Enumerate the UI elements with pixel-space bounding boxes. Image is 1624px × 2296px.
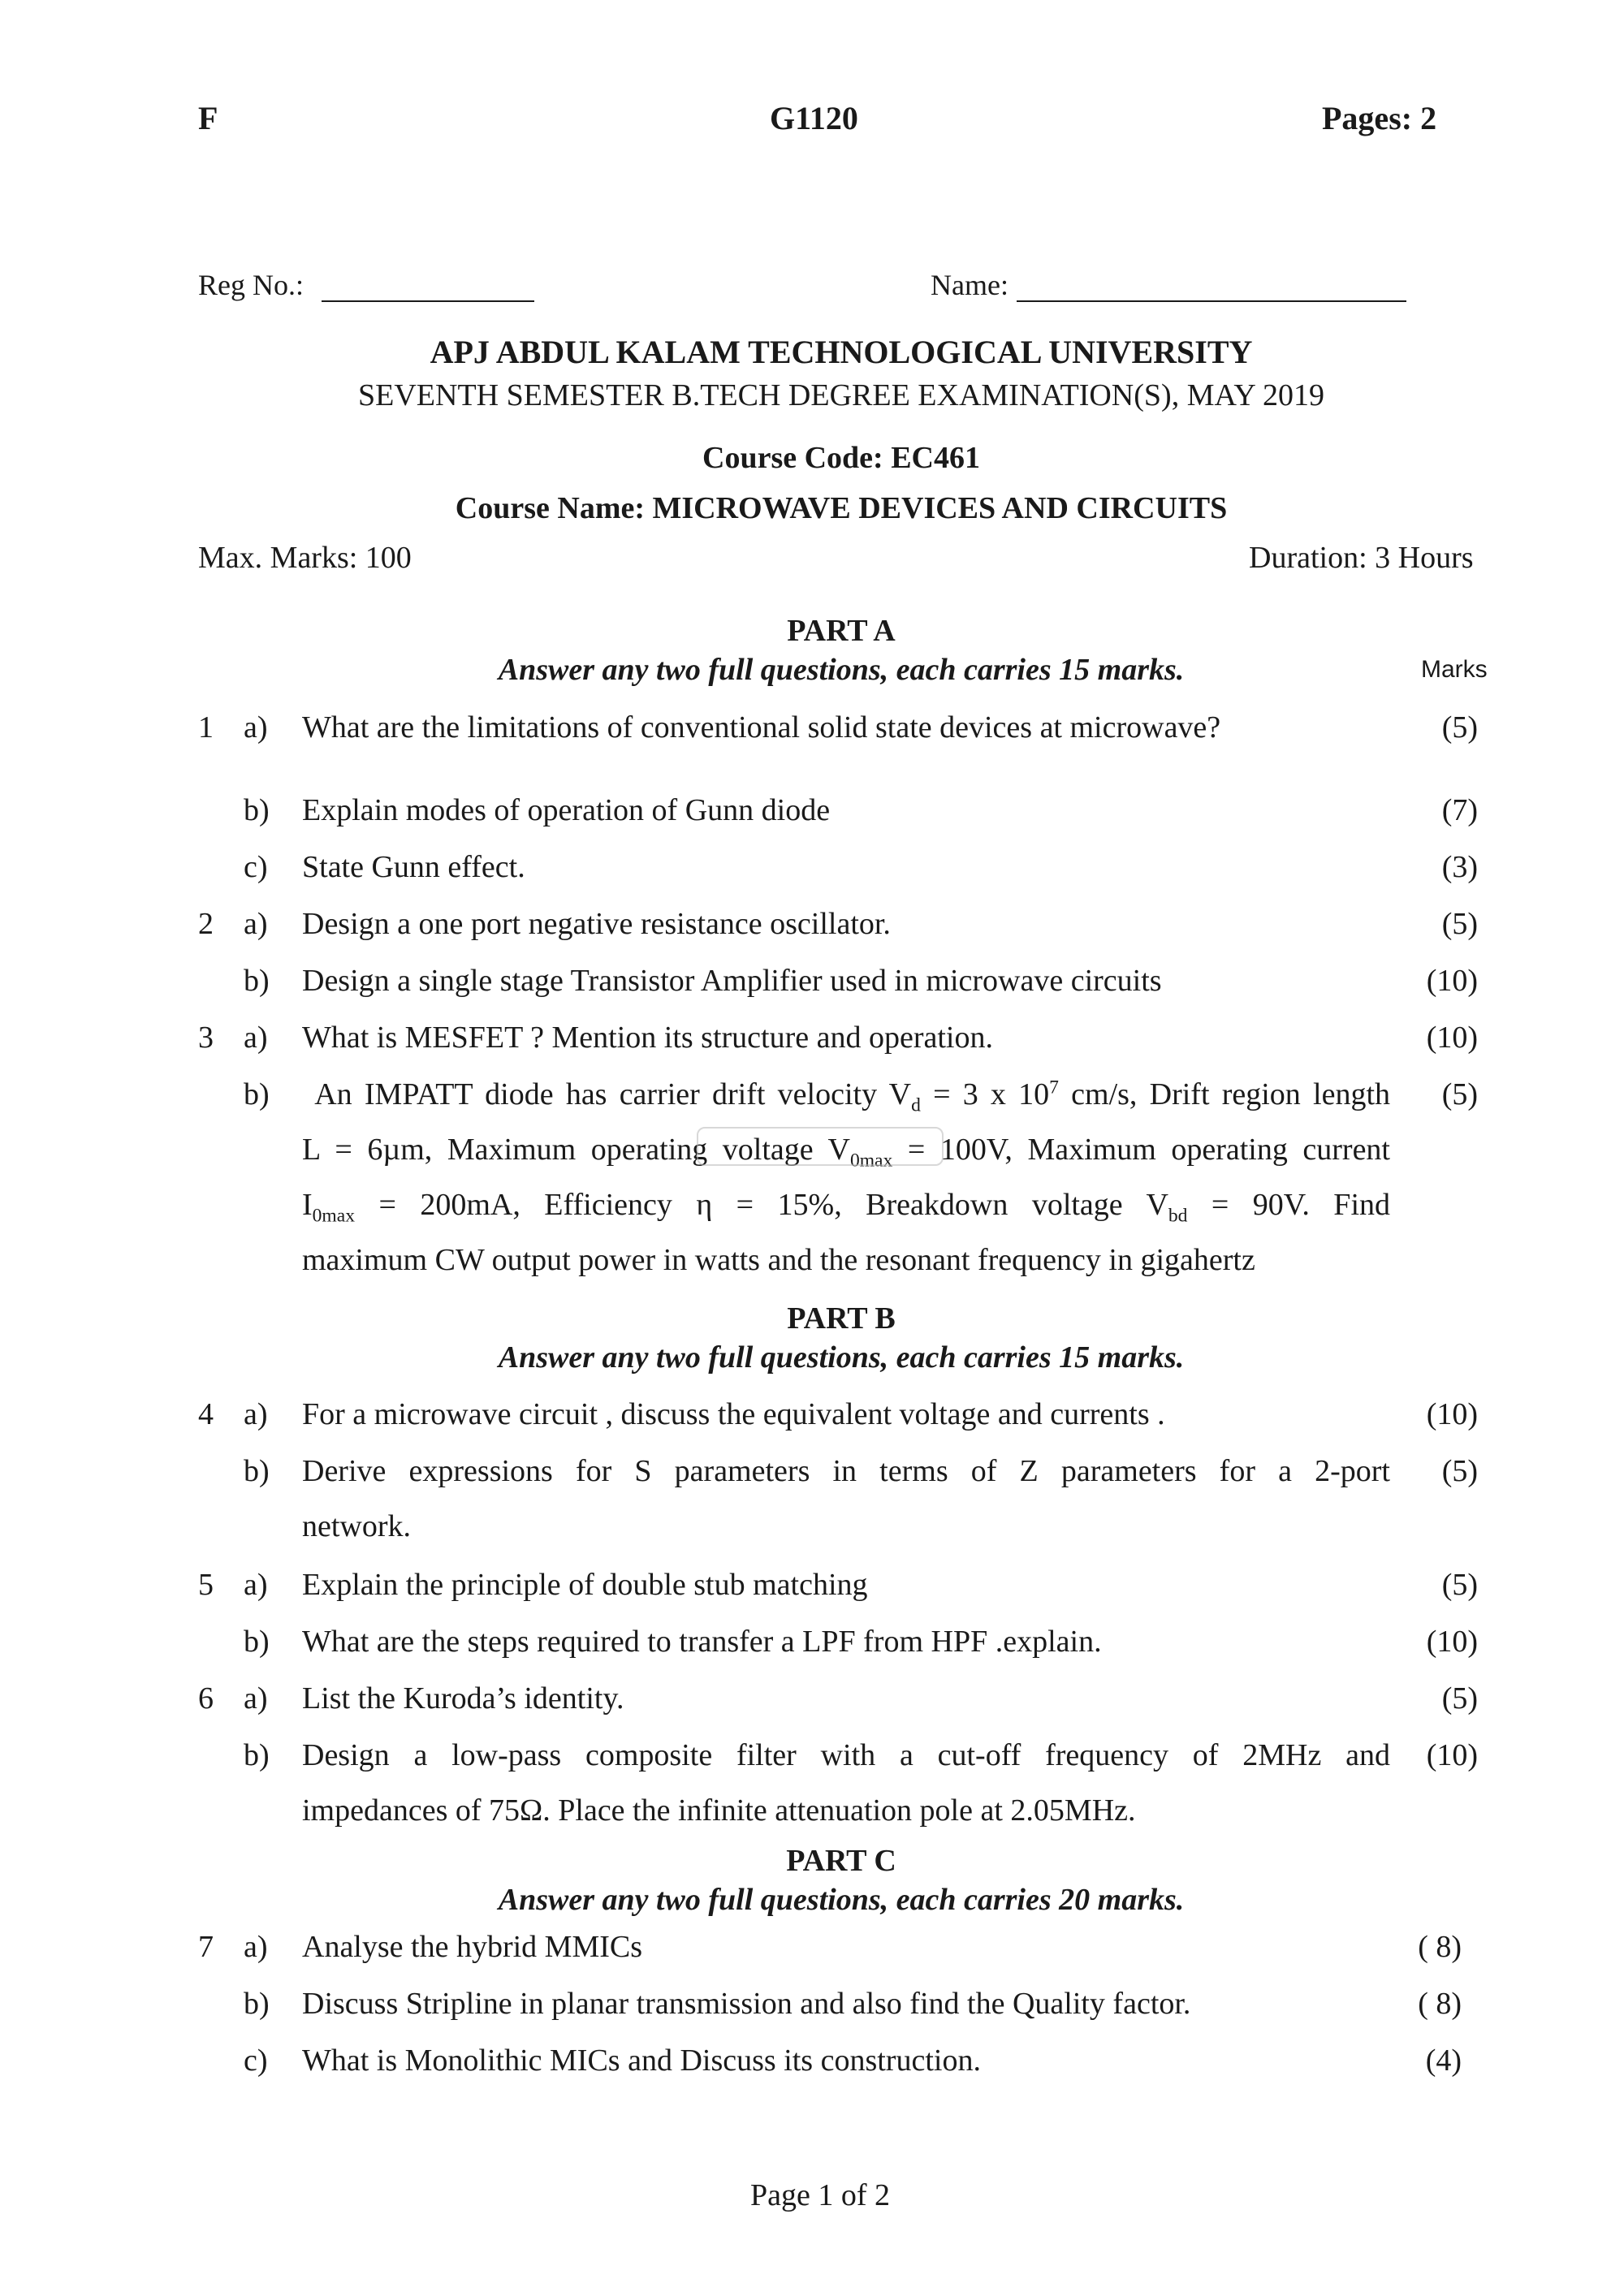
- question-sub-label: a): [244, 1397, 268, 1431]
- course-code: Course Code: EC461: [702, 441, 980, 475]
- exam-title: SEVENTH SEMESTER B.TECH DEGREE EXAMINATION(S), MAY 2019: [358, 378, 1324, 412]
- part-c-title: PART C: [786, 1844, 896, 1878]
- question-text: Design a one port negative resistance oscillator.: [302, 907, 891, 941]
- question-sub-label: b): [244, 1987, 270, 2021]
- question-sub-label: b): [244, 1738, 270, 1772]
- question-marks: (10): [1426, 1625, 1478, 1659]
- question-sub-label: c): [244, 2044, 268, 2078]
- watermark-stamp: [697, 1127, 944, 1166]
- question-text: What is MESFET ? Mention its structure and operation.: [302, 1021, 993, 1055]
- question-text: Design a single stage Transistor Amplifier used in microwave circuits: [302, 964, 1162, 998]
- impatt-line-2: L = 6µm, Maximum operating voltage $V_{0max} = 100V$, Maximum operating current: [302, 1133, 1390, 1172]
- question-marks: (3): [1441, 850, 1478, 884]
- question-marks: (10): [1426, 1021, 1478, 1055]
- marks-column-header: Marks: [1421, 656, 1488, 683]
- question-marks: (7): [1441, 793, 1478, 827]
- part-c-instruction: Answer any two full questions, each carries 20 marks.: [498, 1883, 1185, 1917]
- question-text: State Gunn effect.: [302, 850, 525, 884]
- question-sub-label: b): [244, 1077, 270, 1111]
- question-marks: (10): [1426, 1397, 1478, 1431]
- question-text: Discuss Stripline in planar transmission and also find the Quality factor.: [302, 1987, 1191, 2021]
- question-number: 6: [198, 1681, 214, 1716]
- question-marks: (5): [1441, 1077, 1478, 1111]
- question-sub-label: a): [244, 907, 268, 941]
- question-number: 3: [198, 1021, 214, 1055]
- part-b-instruction: Answer any two full questions, each carries 15 marks.: [498, 1340, 1185, 1375]
- university-name: APJ ABDUL KALAM TECHNOLOGICAL UNIVERSITY: [430, 334, 1253, 370]
- question-sub-label: a): [244, 1930, 268, 1964]
- question-number: 7: [198, 1930, 214, 1964]
- impatt-line-3: $I_{0max} = 200mA$, Efficiency η = 15%, Breakdown voltage $V_{bd} = 90V$. Find: [302, 1188, 1390, 1227]
- question-text: Explain modes of operation of Gunn diode: [302, 793, 831, 827]
- set-label: F: [198, 100, 218, 136]
- page-footer: Page 1 of 2: [749, 2178, 891, 2212]
- question-sub-label: b): [244, 1625, 270, 1659]
- name-label: Name:: [931, 269, 1009, 301]
- question-marks: (4): [1425, 2044, 1462, 2078]
- question-text: What are the steps required to transfer a LPF from HPF .explain.: [302, 1625, 1102, 1659]
- question-sub-label: a): [244, 1021, 268, 1055]
- question-number: 5: [198, 1568, 214, 1602]
- question-text: Analyse the hybrid MMICs: [302, 1930, 643, 1964]
- question-text: Derive expressions for S parameters in terms of Z parameters for a 2-port network.: [302, 1454, 1390, 1543]
- question-marks: ( 8): [1418, 1987, 1462, 2021]
- question-marks: (5): [1441, 1568, 1478, 1602]
- question-sub-label: a): [244, 1681, 268, 1716]
- question-sub-label: a): [244, 710, 268, 744]
- question-marks: (5): [1441, 710, 1478, 744]
- question-marks: (10): [1426, 964, 1478, 998]
- question-number: 1: [198, 710, 214, 744]
- reg-no-label: Reg No.:: [198, 269, 304, 301]
- question-sub-label: b): [244, 793, 270, 827]
- page-count: Pages: 2: [1322, 100, 1437, 136]
- impatt-line-4: maximum CW output power in watts and the resonant frequency in gigahertz: [302, 1243, 1255, 1277]
- max-marks: Max. Marks: 100: [198, 541, 412, 575]
- question-number: 4: [198, 1397, 214, 1431]
- question-text: For a microwave circuit , discuss the equivalent voltage and currents .: [302, 1397, 1165, 1431]
- question-marks: ( 8): [1418, 1930, 1462, 1964]
- course-name: Course Name: MICROWAVE DEVICES AND CIRCUITS: [455, 491, 1228, 525]
- question-number: 2: [198, 907, 214, 941]
- question-sub-label: b): [244, 1454, 270, 1488]
- question-marks: (5): [1441, 907, 1478, 941]
- duration: Duration: 3 Hours: [1249, 541, 1474, 575]
- question-text-impatt: [302, 1067, 1390, 1288]
- impatt-line-1: An IMPATT diode has carrier drift velocity $V_d = 3$ x $10^7$ cm/s, Drift region length: [314, 1077, 1391, 1116]
- question-text: What are the limitations of conventional solid state devices at microwave?: [302, 710, 1221, 744]
- question-text: What is Monolithic MICs and Discuss its construction.: [302, 2044, 981, 2078]
- question-text: List the Kuroda’s identity.: [302, 1681, 624, 1716]
- part-a-instruction: Answer any two full questions, each carries 15 marks.: [498, 653, 1185, 687]
- question-marks: (10): [1426, 1738, 1478, 1772]
- question-sub-label: c): [244, 850, 268, 884]
- question-marks: (5): [1441, 1454, 1478, 1488]
- question-text: Design a low-pass composite filter with a cut-off frequency of 2MHz and impedances of 75Ω. Place the infinite attenuation pole at 2.05MHz.: [302, 1738, 1390, 1828]
- paper-code: G1120: [770, 100, 858, 136]
- part-b-title: PART B: [787, 1301, 896, 1336]
- question-marks: (5): [1441, 1681, 1478, 1716]
- name-line: [1017, 300, 1406, 302]
- question-sub-label: b): [244, 964, 270, 998]
- question-sub-label: a): [244, 1568, 268, 1602]
- part-a-title: PART A: [787, 614, 896, 648]
- question-text: Explain the principle of double stub matching: [302, 1568, 868, 1602]
- reg-no-line: [322, 300, 534, 302]
